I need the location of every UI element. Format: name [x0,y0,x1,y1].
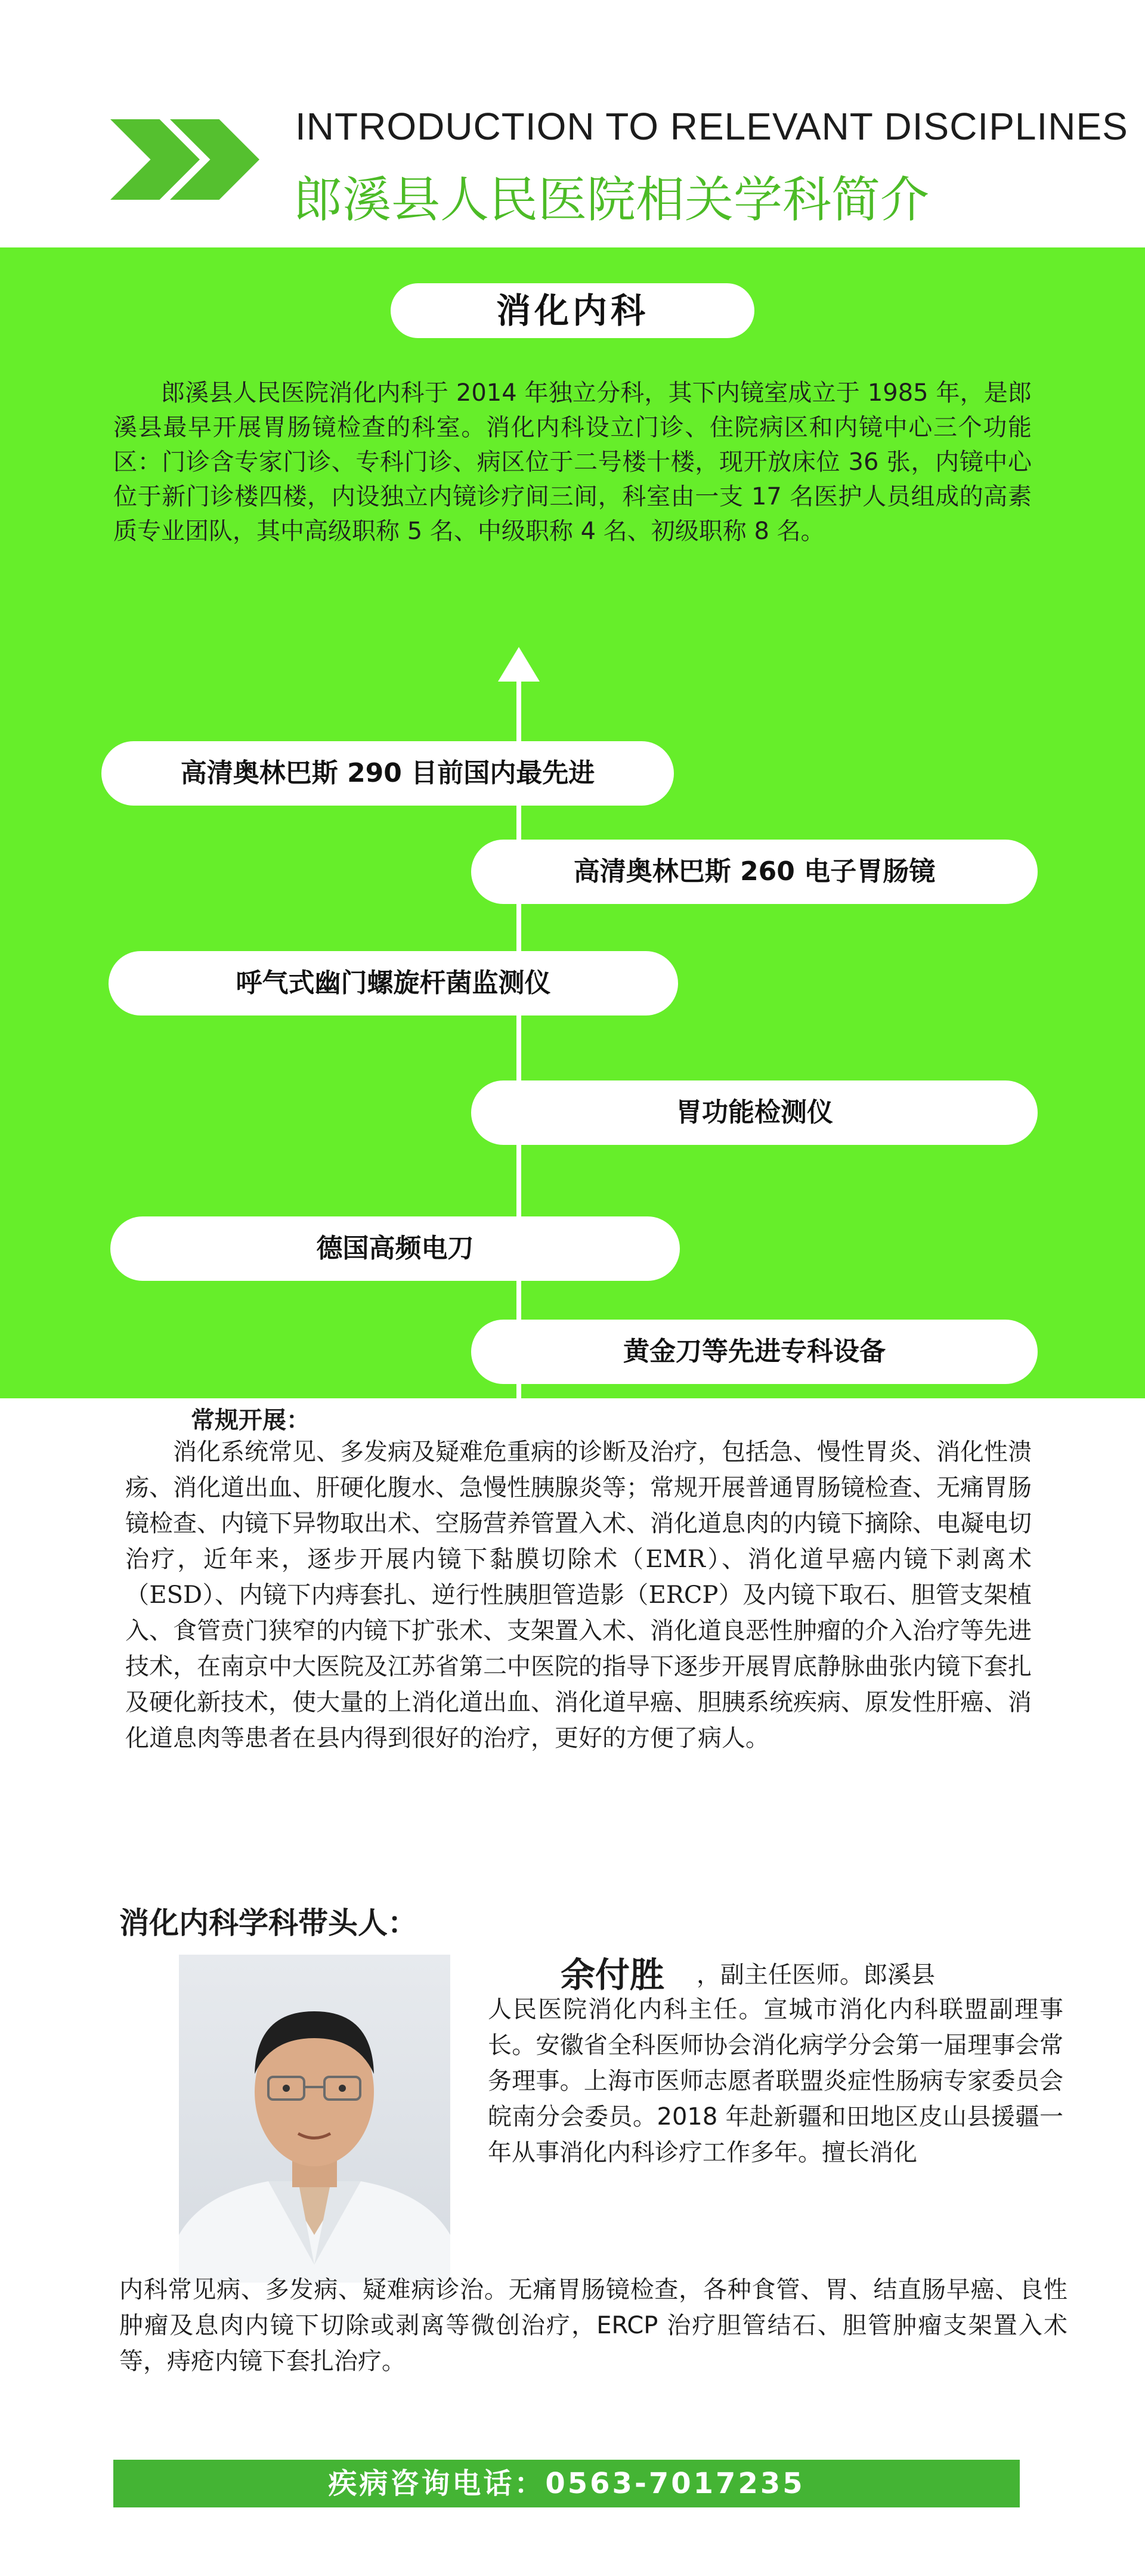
equipment-item: 高清奥林巴斯 290 目前国内最先进 [101,741,674,806]
equipment-item: 德国高频电刀 [110,1216,680,1281]
leader-bio: 人民医院消化内科主任。宣城市消化内科联盟副理事长。安徽省全科医师协会消化病学分会第一届理事会常务理事。上海市医师志愿者联盟炎症性肠病专家委员会皖南分会委员。2018 年赴新疆和田地区皮山县援疆一年从事消化内科诊疗工作多年。擅长消化 [488,1996,1063,2166]
leader-heading: 消化内科学科带头人： [119,1906,417,1940]
equipment-item: 高清奥林巴斯 260 电子胃肠镜 [471,840,1038,904]
doctor-portrait-icon [179,1955,450,2283]
equipment-item: 呼气式幽门螺旋杆菌监测仪 [109,951,678,1015]
leader-title: ，副主任医师。郎溪县 [697,1961,935,1989]
equipment-item: 黄金刀等先进专科设备 [471,1320,1038,1384]
equipment-item: 胃功能检测仪 [471,1080,1038,1145]
routine-body: 消化系统常见、多发病及疑难危重病的诊断及治疗，包括急、慢性胃炎、消化性溃疡、消化道出血、肝硬化腹水、急慢性胰腺炎等；常规开展普通胃肠镜检查、无痛胃肠镜检查、内镜下异物取出术、空肠营养管置入术、消化道息肉的内镜下摘除、电凝电切治疗，近年来，逐步开展内镜下黏膜切除术（EMR）、消化道早癌内镜下剥离术（ESD）、内镜下内痔套扎、逆行性胰胆管造影（ERCP）及内镜下取石、胆管支架植入、食管贲门狭窄的内镜下扩张术、支架置入术、消化道良恶性肿瘤的介入治疗等先进技术，在南京中大医院及江苏省第二中医院的指导下逐步开展胃底静脉曲张内镜下套扎及硬化新技术，使大量的上消化道出血、消化道早癌、胆胰系统疾病、原发性肝癌、消化道息肉等患者在县内得到很好的治疗，更好的方便了病人。 [125,1438,1032,1752]
leader-photo [179,1955,450,2283]
english-title: INTRODUCTION TO RELEVANT DISCIPLINES [295,105,1128,148]
leader-name: 余付胜 [561,1955,665,1995]
routine-heading: 常规开展： [191,1407,310,1434]
chinese-title: 郎溪县人民医院相关学科简介 [293,172,930,228]
arrow-up-icon [498,647,540,682]
department-title: 消化内科 [496,290,649,331]
leader-bio-continued: 内科常见病、多发病、疑难病诊治。无痛胃肠镜检查，各种食管、胃、结直肠早癌、良性肿瘤及息肉内镜下切除或剥离等微创治疗，ERCP 治疗胆管结石、胆管肿瘤支架置入术等，痔疮内镜下套扎治疗。 [119,2276,1067,2375]
department-intro: 郎溪县人民医院消化内科于 2014 年独立分科，其下内镜室成立于 1985 年，是郎溪县最早开展胃肠镜检查的科室。消化内科设立门诊、住院病区和内镜中心三个功能区：门诊含专家门诊、专科门诊、病区位于二号楼十楼，现开放床位 36 张，内镜中心位于新门诊楼四楼，内设独立内镜诊疗间三间，科室由一支 17 名医护人员组成的高素质专业团队，其中高级职称 5 名、中级职称 4 名、初级职称 8 名。 [113,379,1032,545]
consult-phone: 疾病咨询电话：0563-7017235 [328,2467,805,2500]
